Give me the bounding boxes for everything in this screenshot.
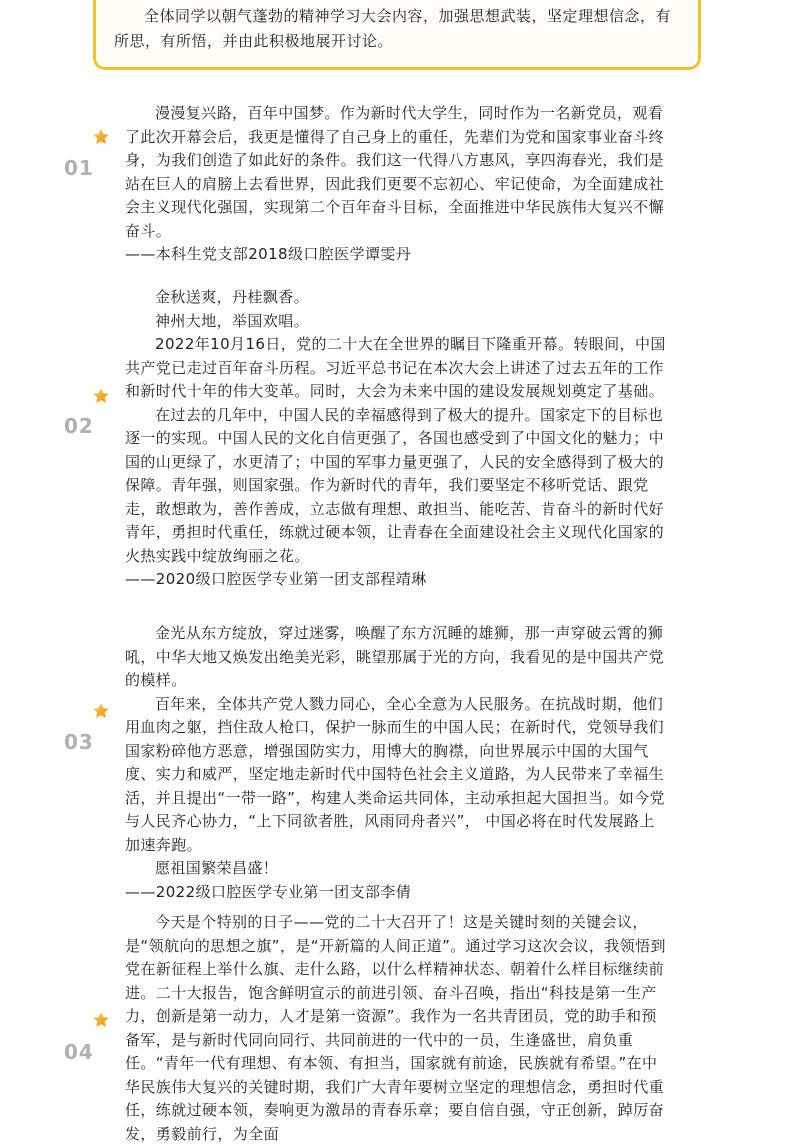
intro-text: 全体同学以朝气蓬勃的精神学习大会内容，加强思想武装，坚定理想信念，有所思，有所悟，并由此积极地展开讨论。 <box>114 7 672 50</box>
star-icon <box>92 387 110 405</box>
paragraph: 金秋送爽，丹桂飘香。 <box>155 288 310 306</box>
paragraph: 神州大地，举国欢唱。 <box>155 311 310 330</box>
entry-body <box>125 102 670 267</box>
star-icon <box>92 128 110 146</box>
signature: ——2020级口腔医学专业第一团支部程靖琳 <box>125 570 427 588</box>
paragraph: 今天是个特别的日子——党的二十大召开了！这是关键时刻的关键会议，是“领航向的思想之旗”，是“开新篇的人间正道”。通过学习这次会议，我领悟到党在新征程上举什么旗、走什么路，以什么样精神状态、朝着什么样目标继续前进。二十大报告，饱含鲜明宣示的前进引领、奋斗召唤，指出“科技是第一生产力，创新是第一动力，人才是第一资源”。我作为一名共青团员，党的助手和预备军，是与新时代同向同行、共同前进的一代中的一员，生逢盛世，肩负重任。“青年一代有理想、有本领、有担当，国家就有前途，民族就有希望。”在中华民族伟大复兴的关键时期，我们广大青年要树立坚定的理想信念，勇担时代重任，练就过硬本领，奏响更为激昂的青春乐章；要自信自强，守正创新，踔厉奋发，勇毅前行，为全面 <box>125 913 666 1143</box>
paragraph: 漫漫复兴路，百年中国梦。作为新时代大学生，同时作为一名新党员，观看了此次开幕会后，我更是懂得了自己身上的重任，先辈们为党和国家事业奋斗终身，为我们创造了如此好的条件。我们这一代得八方惠风，享四海春光，我们是站在巨人的肩膀上去看世界，因此我们更要不忘初心、牢记使命，为全面建成社会主义现代化强国，实现第二个百年奋斗目标，全面推进中华民族伟大复兴不懈奋斗。 <box>125 104 665 240</box>
paragraph: 愿祖国繁荣昌盛！ <box>155 859 279 877</box>
entry-body <box>125 622 670 904</box>
entry-body <box>125 911 670 1146</box>
entry-number: 02 <box>64 414 94 438</box>
star-icon <box>92 1011 110 1029</box>
entry-number: 01 <box>64 156 94 180</box>
signature: ——本科生党支部2018级口腔医学谭雯丹 <box>125 245 412 263</box>
paragraph: 在过去的几年中，中国人民的幸福感得到了极大的提升。国家定下的目标也逐一的实现。中国人民的文化自信更强了，各国也感受到了中国文化的魅力；中国的山更绿了，水更清了；中国的军事力量更强了，人民的安全感得到了极大的保障。青年强，则国家强。作为新时代的青年，我们要坚定不移听党话、跟党走，敢想敢为，善作善成，立志做有理想、敢担当、能吃苦、肯奋斗的新时代好青年，勇担时代重任，练就过硬本领，让青春在全面建设社会主义现代化国家的火热实践中绽放绚丽之花。 <box>125 405 665 565</box>
entry-number: 04 <box>64 1040 94 1064</box>
paragraph: 2022年10月16日，党的二十大在全世界的瞩目下隆重开幕。转眼间，中国共产党已走过百年奋斗历程。习近平总书记在本次大会上讲述了过去五年的工作和新时代十年的伟大变革。同时，大会为未来中国的建设发展规划奠定了基础。 <box>125 335 666 400</box>
paragraph: 百年来，全体共产党人戮力同心，全心全意为人民服务。在抗战时期，他们用血肉之躯，挡住敌人枪口，保护一脉而生的中国人民；在新时代，党领导我们国家粉碎他方恶意，增强国防实力，用博大的胸襟，向世界展示中国的大国气度、实力和威严，坚定地走新时代中国特色社会主义道路，为人民带来了幸福生活，并且提出“一带一路”，构建人类命运共同体，主动承担起大国担当。如今党与人民齐心协力，“上下同欲者胜，风雨同舟者兴”， 中国必将在时代发展路上加速奔跑。 <box>125 694 665 854</box>
entry-number: 03 <box>64 730 94 754</box>
paragraph: 金光从东方绽放，穿过迷雾，唤醒了东方沉睡的雄狮，那一声穿破云霄的狮吼，中华大地又焕发出绝美光彩，眺望那属于光的方向，我看见的是中国共产党的模样。 <box>125 624 665 689</box>
entry-body <box>125 286 670 592</box>
signature: ——2022级口腔医学专业第一团支部李倩 <box>125 882 412 901</box>
intro-box <box>93 0 701 70</box>
star-icon <box>92 702 110 720</box>
